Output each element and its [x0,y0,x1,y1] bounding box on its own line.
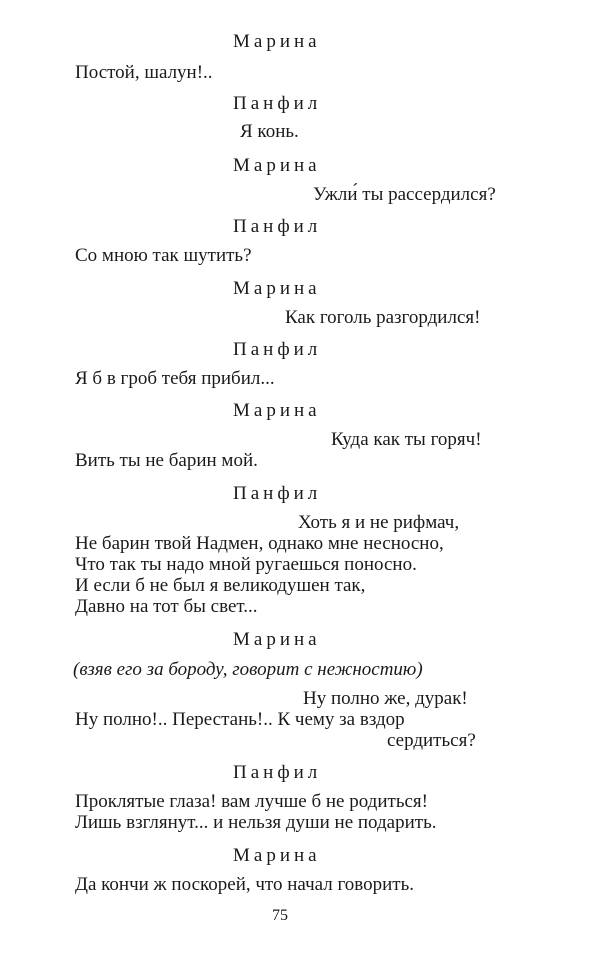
dialogue-line: Куда как ты горяч! [331,429,482,450]
dialogue-line: Проклятые глаза! вам лучше б не родиться! [75,791,428,812]
dialogue-line: Не барин твой Надмен, однако мне несносно, [75,533,444,554]
dialogue-line: Давно на тот бы свет... [75,596,258,617]
dialogue-line: Я б в гроб тебя прибил... [75,368,275,389]
dialogue-line: Я конь. [240,121,299,142]
dialogue-line: И если б не был я великодушен так, [75,575,366,596]
speaker-name: Марина [233,845,321,866]
page-number: 75 [272,907,288,924]
dialogue-line: Хоть я и не рифмач, [298,512,460,533]
speaker-name: Марина [233,31,321,52]
speaker-name: Панфил [233,339,322,360]
speaker-name: Марина [233,400,321,421]
dialogue-line: сердиться? [387,730,476,751]
speaker-name: Марина [233,155,321,176]
dialogue-line: Ужли́ ты рассердился? [313,184,496,205]
speaker-name: Панфил [233,483,322,504]
dialogue-line: Лишь взглянут... и нельзя души не подарить. [75,812,437,833]
speaker-name: Панфил [233,762,322,783]
speaker-name: Марина [233,278,321,299]
dialogue-line: Со мною так шутить? [75,245,252,266]
speaker-name: Марина [233,629,321,650]
dialogue-line: Вить ты не барин мой. [75,450,258,471]
dialogue-line: Постой, шалун!.. [75,62,213,83]
stage-direction: (взяв его за бороду, говорит с нежностию) [73,659,423,680]
dialogue-line: Ну полно!.. Перестань!.. К чему за вздор [75,709,405,730]
speaker-name: Панфил [233,93,322,114]
speaker-name: Панфил [233,216,322,237]
dialogue-line: Что так ты надо мной ругаешься поносно. [75,554,417,575]
dialogue-line: Да кончи ж поскорей, что начал говорить. [75,874,415,895]
dialogue-line: Как гоголь разгордился! [285,307,481,328]
dialogue-line: Ну полно же, дурак! [303,688,468,709]
